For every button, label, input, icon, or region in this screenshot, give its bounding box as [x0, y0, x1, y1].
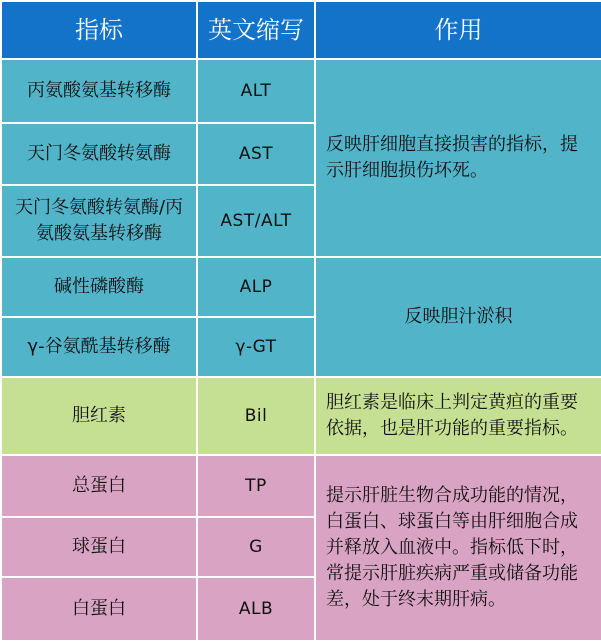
indicator-name: 球蛋白	[1, 517, 197, 577]
effect-cell: 胆红素是临床上判定黄疸的重要依据，也是肝功能的重要指标。	[315, 377, 601, 455]
header-effect: 作用	[315, 1, 601, 59]
indicator-code: γ-GT	[197, 317, 315, 377]
indicator-name: 白蛋白	[1, 577, 197, 641]
indicator-code: AST	[197, 123, 315, 185]
indicator-name: 天门冬氨酸转氨酶/丙氨酸氨基转移酶	[1, 185, 197, 257]
indicator-code: ALP	[197, 257, 315, 317]
table-header-row	[1, 1, 601, 59]
indicator-code: Bil	[197, 377, 315, 455]
indicator-name: 天门冬氨酸转氨酶	[1, 123, 197, 185]
indicator-name: γ-谷氨酰基转移酶	[1, 317, 197, 377]
indicator-name: 丙氨酸氨基转移酶	[1, 59, 197, 123]
indicator-code: G	[197, 517, 315, 577]
table-row	[1, 59, 601, 123]
indicator-code: AST/ALT	[197, 185, 315, 257]
table-row	[1, 377, 601, 455]
effect-cell: 提示肝脏生物合成功能的情况，白蛋白、球蛋白等由肝细胞合成并释放入血液中。指标低下时，常提示肝脏疾病严重或储备功能差，处于终末期肝病。	[315, 455, 601, 641]
indicator-name: 胆红素	[1, 377, 197, 455]
indicator-code: ALB	[197, 577, 315, 641]
header-abbreviation: 英文缩写	[197, 1, 315, 59]
table-row	[1, 455, 601, 517]
indicator-name: 碱性磷酸酶	[1, 257, 197, 317]
indicator-code: ALT	[197, 59, 315, 123]
effect-cell: 反映肝细胞直接损害的指标，提示肝细胞损伤坏死。	[315, 59, 601, 257]
header-indicator: 指标	[1, 1, 197, 59]
effect-cell: 反映胆汁淤积	[315, 257, 601, 377]
table-row	[1, 257, 601, 317]
indicator-code: TP	[197, 455, 315, 517]
indicator-name: 总蛋白	[1, 455, 197, 517]
